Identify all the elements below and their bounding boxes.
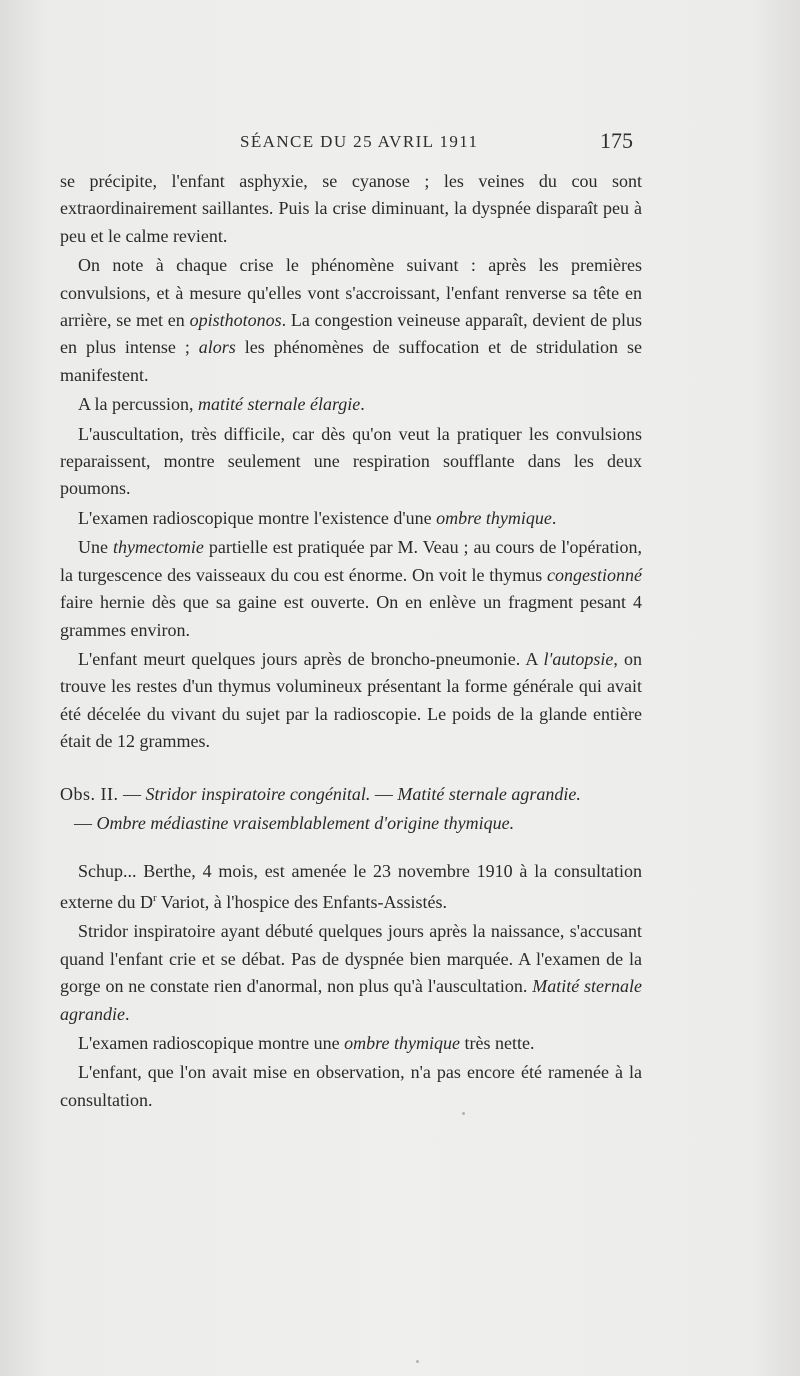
paragraph-10 — [60, 1030, 642, 1057]
observation-heading — [60, 780, 642, 838]
paragraph-9-italic: Matité sternale agrandie — [60, 976, 642, 1024]
paragraph-7 — [60, 646, 642, 756]
paragraph-6 — [60, 534, 642, 644]
paragraph-11-text: L'enfant, que l'on avait mise en observation, n'a pas encore été ramenée à la consultation. — [60, 1062, 642, 1110]
paragraph-10-text-b: très nette. — [459, 1032, 535, 1053]
observation-label: Obs. II. — [60, 783, 119, 804]
paragraph-8-text-a: Schup... Berthe, 4 mois, est amenée le 23 novembre 1910 à la consultation externe du D — [60, 860, 642, 912]
paragraph-4-text: L'auscultation, très difficile, car dès qu'on veut la pratiquer les convulsions reparaissent, montre seulement une respiration soufflante dans les deux poumons. — [60, 423, 642, 499]
observation-title-1: Stridor inspiratoire congénital. — [145, 783, 371, 804]
observation-title-2: Matité sternale agrandie. — [397, 783, 581, 804]
paragraph-10-text-a: L'examen radioscopique montre une — [78, 1032, 345, 1053]
observation-subtitle — [60, 809, 642, 838]
paragraph-8-text-b: Variot, à l'hospice des Enfants-Assistés. — [156, 891, 448, 912]
observation-title-3: Ombre médiastine vraisemblablement d'origine thymique. — [96, 812, 515, 833]
paragraph-9-text-a: Stridor inspiratoire ayant débuté quelques jours après la naissance, s'accusant quand l'enfant crie et se débat. Pas de dyspnée bien marquée. A l'examen de la gorge on ne constate rien d'anormal, non plus qu'à l'auscultation. — [60, 921, 642, 997]
paper-speck — [462, 1112, 465, 1115]
paragraph-1-text: se précipite, l'enfant asphyxie, se cyanose ; les veines du cou sont extraordinairement saillantes. Puis la crise diminuant, la dyspnée disparaît peu à peu et le calme revient. — [60, 171, 642, 246]
paragraph-7-text-a: L'enfant meurt quelques jours après de broncho-pneumonie. A — [78, 648, 544, 669]
paragraph-3-text-a: A la percussion, — [78, 394, 198, 415]
paragraph-4 — [60, 421, 642, 503]
paragraph-6-text-b: partielle est pratiquée par M. Veau ; au cours de l'opération, la turgescence des vaisseaux du cou est énorme. On voit le thymus — [60, 537, 642, 585]
page-body — [60, 168, 642, 1116]
paragraph-6-text-c: faire hernie dès que sa gaine est ouverte. On en enlève un fragment pesant 4 grammes environ. — [60, 592, 642, 640]
paragraph-10-italic: ombre thymique — [344, 1032, 460, 1053]
paragraph-2-italic-b: alors — [198, 337, 236, 358]
paragraph-7-text-b: , on trouve les restes d'un thymus volumineux présentant la forme générale qui avait été décelée du vivant du sujet par la radioscopie. Le poids de la glande entière était de 12 grammes. — [60, 648, 643, 752]
paragraph-5 — [60, 505, 642, 532]
observation-dash-1: — — [118, 783, 146, 804]
paragraph-3-italic: matité sternale élargie — [197, 394, 361, 415]
paper-speck — [416, 1360, 419, 1363]
paragraph-2-text-c: les phénomènes de suffocation et de stridulation se manifestent. — [60, 337, 643, 385]
paragraph-3 — [60, 391, 642, 418]
running-head: SÉANCE DU 25 AVRIL 1911 — [240, 132, 479, 151]
paragraph-8 — [60, 858, 642, 917]
paragraph-9 — [60, 918, 642, 1028]
paragraph-7-italic: l'autopsie — [543, 648, 614, 669]
observation-dash-2: — — [370, 783, 398, 804]
paragraph-8-superscript: r — [152, 891, 157, 904]
page-header — [0, 128, 800, 160]
page-number: 175 — [600, 128, 633, 153]
paragraph-6-text-a: Une — [78, 537, 113, 558]
paragraph-6-italic-b: congestionné — [547, 564, 642, 585]
paragraph-3-text-b: . — [360, 394, 365, 415]
observation-dash-3: — — [74, 812, 97, 833]
paragraph-2 — [60, 252, 642, 389]
paragraph-2-text-b: . La congestion veineuse apparaît, devient de plus en plus intense ; — [60, 310, 642, 358]
paragraph-5-text-a: L'examen radioscopique montre l'existence d'une — [78, 507, 437, 528]
paragraph-5-text-b: . — [551, 507, 557, 528]
paragraph-1 — [60, 168, 642, 250]
paragraph-5-italic: ombre thymique — [436, 507, 552, 528]
paragraph-2-text-a: On note à chaque crise le phénomène suivant : après les premières convulsions, et à mesure qu'elles vont s'accroissant, l'enfant renverse sa tête en arrière, se met en — [60, 255, 642, 331]
paragraph-6-italic-a: thymectomie — [112, 537, 204, 558]
paragraph-11 — [60, 1059, 642, 1114]
paragraph-9-text-b: . — [125, 1003, 130, 1024]
paragraph-2-italic-a: opisthotonos — [189, 310, 282, 331]
